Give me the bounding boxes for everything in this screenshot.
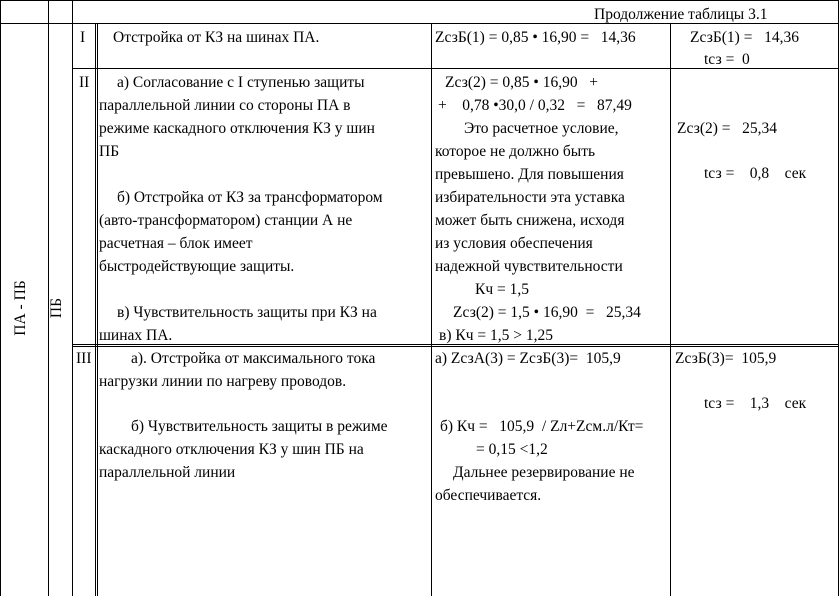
desc-line: а). Отстройка от максимального тока xyxy=(131,350,376,367)
result-line: ZсзБ(3)= 105,9 xyxy=(675,350,777,367)
calc-line: которое не должно быть xyxy=(435,143,596,160)
col-divider-3b xyxy=(97,23,98,596)
calc-line: Zсз(2) = 1,5 • 16,90 = 25,34 xyxy=(453,304,641,321)
desc-line: режиме каскадного отключения КЗ у шин xyxy=(99,120,375,137)
desc-line: шинах ПА. xyxy=(99,327,173,344)
calc-line: Это расчетное условие, xyxy=(464,120,619,137)
table-caption: Продолжение таблицы 3.1 xyxy=(594,6,768,23)
calc-line: б) Кч = 105,9 / Zл+Zсм.л/Кт= xyxy=(440,418,644,435)
col-divider-3 xyxy=(95,23,96,596)
calc-line: Zсз(2) = 0,85 • 16,90 + xyxy=(445,74,598,91)
calc-line: может быть снижена, исходя xyxy=(435,212,625,229)
result-line: tсз = 0,8 сек xyxy=(704,165,807,182)
calc-line: надежной чувствительности xyxy=(435,258,623,275)
stage-number: I xyxy=(80,29,86,46)
stage-number: II xyxy=(79,74,90,91)
calc-line: избирательности эта уставка xyxy=(435,189,625,206)
desc-line: б) Отстройка от КЗ за трансформатором xyxy=(117,189,383,206)
col-divider-5 xyxy=(670,23,671,596)
col-divider-4 xyxy=(431,23,432,596)
calc-line: из условия обеспечения xyxy=(435,235,593,252)
stage-number: III xyxy=(76,350,92,367)
desc-line: (авто-трансформатором) станции А не xyxy=(99,212,353,229)
calc-line: ZсзБ(1) = 0,85 • 16,90 = 14,36 xyxy=(435,29,636,46)
calc-line: Кч = 1,5 xyxy=(475,281,530,298)
left-border xyxy=(0,0,1,596)
calc-line: обеспечивается. xyxy=(435,487,542,504)
result-line: ZсзБ(1) = 14,36 xyxy=(690,29,799,46)
calc-line: а) ZсзА(3) = ZсзБ(3)= 105,9 xyxy=(435,350,621,367)
calc-line: превышено. Для повышения xyxy=(435,166,624,183)
calc-line: в) Кч = 1,5 > 1,25 xyxy=(439,327,553,344)
desc-line: каскадного отключения КЗ у шин ПБ на xyxy=(99,441,364,458)
calc-line: + 0,78 •30,0 / 0,32 = 87,49 xyxy=(438,97,632,114)
desc-line: Отстройка от КЗ на шинах ПА. xyxy=(113,29,320,46)
top-border xyxy=(0,0,839,1)
calc-line: Дальнее резервирование не xyxy=(453,464,635,481)
result-line: Zсз(2) = 25,34 xyxy=(677,120,778,137)
desc-line: нагрузки линии по нагреву проводов. xyxy=(99,373,347,390)
desc-line: параллельной линии со стороны ПА в xyxy=(99,97,351,114)
result-line: tсз = 0 xyxy=(704,51,750,68)
col-divider-2 xyxy=(72,0,73,596)
desc-line: расчетная – блок имеет xyxy=(99,235,253,252)
desc-line: в) Чувствительность защиты при КЗ на xyxy=(117,304,377,321)
calc-line: = 0,15 <1,2 xyxy=(476,441,548,458)
desc-line: а) Согласование с I ступенью защиты xyxy=(117,74,365,91)
desc-line: быстродействующие защиты. xyxy=(99,258,295,275)
desc-line: б) Чувствительность защиты в режиме xyxy=(131,418,388,435)
protection-label: ПБ xyxy=(48,297,65,319)
desc-line: ПБ xyxy=(99,143,120,160)
desc-line: параллельной линии xyxy=(99,464,236,481)
section-label: ПА - ПБ xyxy=(12,280,29,336)
result-line: tсз = 1,3 сек xyxy=(704,395,807,412)
